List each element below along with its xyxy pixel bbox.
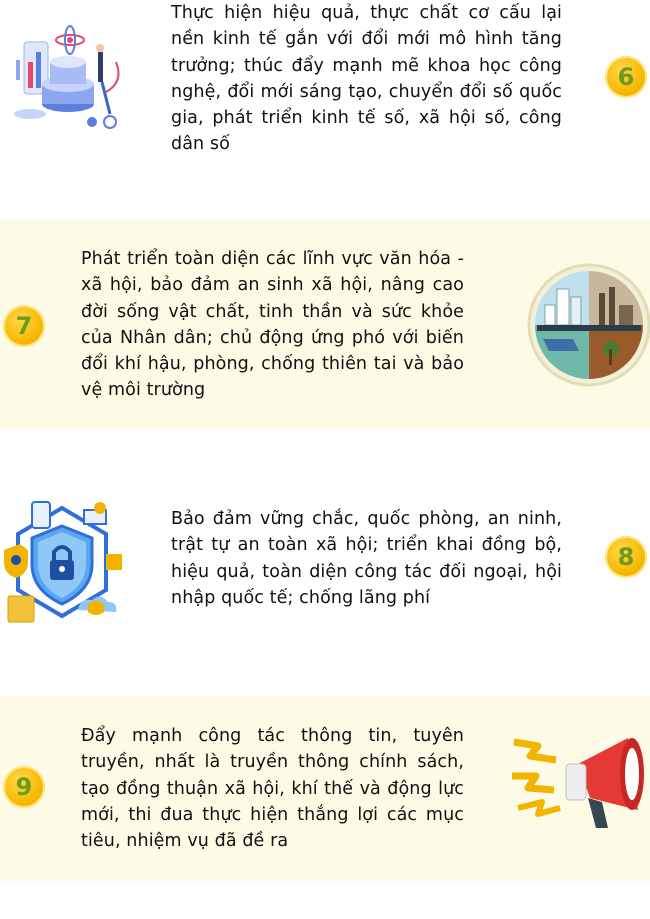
- item-9-text: Đẩy mạnh công tác thông tin, tuyên truyền, nhất là truyền thông chính sách, tạo đồng thuận xã hội, khí thế và động lực mới, thi đua thực hiện thắng lợi các mục tiêu, nhiệm vụ đã đề ra: [81, 726, 464, 852]
- megaphone-icon: [508, 724, 650, 840]
- climate-change-icon: [527, 263, 650, 387]
- item-7-text: Phát triển toàn diện các lĩnh vực văn hóa - xã hội, bảo đảm an sinh xã hội, nâng cao đời sống vật chất, tinh thần và sức khỏe của Nhân dân; chủ động ứng phó với biến đổi khí hậu, phòng, chống thiên tai và bảo vệ môi trường: [81, 249, 464, 401]
- number-badge-9: [3, 766, 45, 808]
- number-badge-6: [605, 56, 647, 98]
- number-badge-7: [3, 305, 45, 347]
- number-9: 9: [15, 773, 33, 801]
- number-badge-8: [605, 536, 647, 578]
- science-technology-icon: [6, 22, 134, 132]
- security-shield-icon: [0, 498, 124, 626]
- number-7: 7: [15, 312, 33, 340]
- item-6-text: Thực hiện hiệu quả, thực chất cơ cấu lại nền kinh tế gắn với đổi mới mô hình tăng trưởng; thúc đẩy mạnh mẽ khoa học công nghệ, đổi mới sáng tạo, chuyển đổi số quốc gia, phát triển kinh tế số, xã hội số, công dân số: [171, 3, 562, 155]
- number-6: 6: [617, 63, 635, 91]
- number-8: 8: [617, 543, 635, 571]
- item-8-text: Bảo đảm vững chắc, quốc phòng, an ninh, trật tự an toàn xã hội; triển khai đồng bộ, hiệu quả, toàn diện công tác đối ngoại, hội nhập quốc tế; chống lãng phí: [171, 509, 562, 608]
